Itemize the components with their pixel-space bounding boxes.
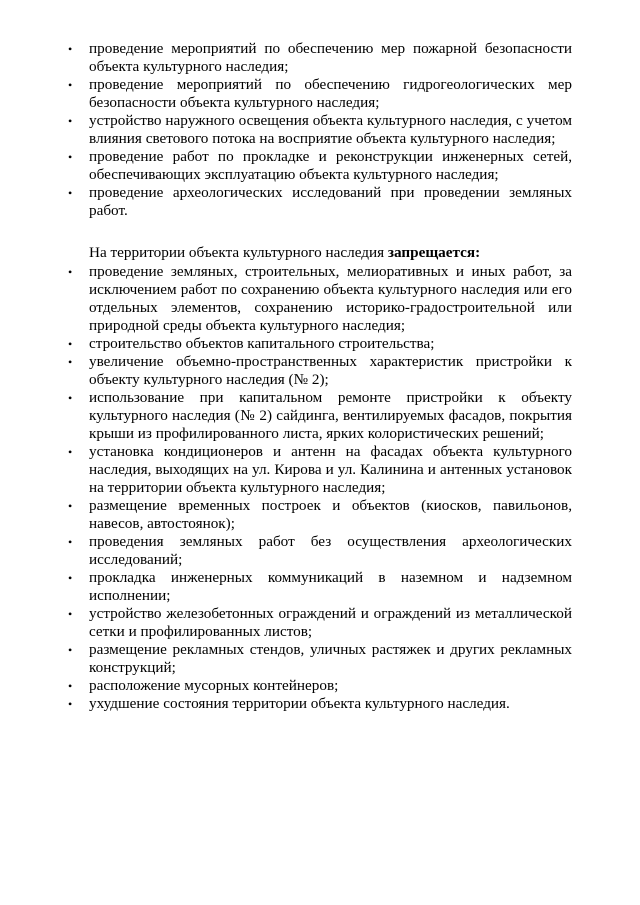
- allowed-works-list: [68, 40, 572, 220]
- prohibited-intro-colon: :: [475, 244, 481, 261]
- prohibited-intro-emphasis: запрещается: [387, 244, 476, 261]
- bullet-icon: •: [68, 535, 73, 549]
- list-item: [68, 497, 572, 533]
- list-item-text: увеличение объемно-пространственных характеристик пристройки к объекту культурного наследия (№ 2);: [89, 353, 572, 388]
- list-item-text: расположение мусорных контейнеров;: [89, 677, 339, 694]
- bullet-icon: •: [68, 114, 73, 128]
- bullet-icon: •: [68, 643, 73, 657]
- list-item-text: размещение временных построек и объектов (киосков, павильонов, навесов, автостоянок);: [89, 497, 572, 532]
- list-item: [68, 184, 572, 220]
- list-item-text: размещение рекламных стендов, уличных растяжек и других рекламных конструкций;: [89, 641, 572, 676]
- list-item-text: проведение работ по прокладке и реконструкции инженерных сетей, обеспечивающих эксплуатацию объекта культурного наследия;: [89, 148, 572, 183]
- prohibited-intro-text: На территории объекта культурного наследия: [89, 244, 388, 261]
- list-item-text: установка кондиционеров и антенн на фасадах объекта культурного наследия, выходящих на ул. Кирова и ул. Калинина и антенных установок на территории объекта культурного наследия;: [89, 443, 572, 496]
- bullet-icon: •: [68, 150, 73, 164]
- list-item: [68, 677, 572, 695]
- list-item: [68, 695, 572, 713]
- list-item-text: проведение археологических исследований при проведении земляных работ.: [89, 184, 572, 219]
- list-item-text: ухудшение состояния территории объекта культурного наследия.: [89, 695, 510, 712]
- list-item: [68, 112, 572, 148]
- bullet-icon: •: [68, 337, 73, 351]
- bullet-icon: •: [68, 445, 73, 459]
- prohibited-works-list: [68, 263, 572, 713]
- paragraph-spacer: [89, 220, 572, 244]
- list-item-text: использование при капитальном ремонте пристройки к объекту культурного наследия (№ 2) сайдинга, вентилируемых фасадов, покрытия крыши из профилированного листа, ярких колористических решений;: [89, 389, 572, 442]
- bullet-icon: •: [68, 355, 73, 369]
- list-item: [68, 569, 572, 605]
- bullet-icon: •: [68, 571, 73, 585]
- list-item: [68, 605, 572, 641]
- list-item-text: строительство объектов капитального строительства;: [89, 335, 435, 352]
- list-item: [68, 148, 572, 184]
- bullet-icon: •: [68, 697, 73, 711]
- list-item: [68, 641, 572, 677]
- list-item-text: проведения земляных работ без осуществления археологических исследований;: [89, 533, 572, 568]
- list-item: [68, 353, 572, 389]
- list-item-text: прокладка инженерных коммуникаций в наземном и надземном исполнении;: [89, 569, 572, 604]
- bullet-icon: •: [68, 78, 73, 92]
- prohibited-intro: [89, 244, 572, 262]
- list-item-text: проведение мероприятий по обеспечению гидрогеологических мер безопасности объекта культурного наследия;: [89, 76, 572, 111]
- list-item: [68, 533, 572, 569]
- bullet-icon: •: [68, 186, 73, 200]
- list-item-text: устройство железобетонных ограждений и ограждений из металлической сетки и профилированных листов;: [89, 605, 572, 640]
- list-item-text: проведение мероприятий по обеспечению мер пожарной безопасности объекта культурного наследия;: [89, 40, 572, 75]
- bullet-icon: •: [68, 42, 73, 56]
- list-item: [68, 335, 572, 353]
- bullet-icon: •: [68, 499, 73, 513]
- bullet-icon: •: [68, 265, 73, 279]
- list-item: [68, 40, 572, 76]
- list-item-text: проведение земляных, строительных, мелиоративных и иных работ, за исключением работ по сохранению объекта культурного наследия или его отдельных элементов, сохранению историко-градостроительной или природной среды объекта культурного наследия;: [89, 263, 572, 334]
- bullet-icon: •: [68, 607, 73, 621]
- bullet-icon: •: [68, 391, 73, 405]
- list-item: [68, 443, 572, 497]
- bullet-icon: •: [68, 679, 73, 693]
- list-item: [68, 263, 572, 335]
- list-item: [68, 389, 572, 443]
- list-item: [68, 76, 572, 112]
- list-item-text: устройство наружного освещения объекта культурного наследия, с учетом влияния светового потока на восприятие объекта культурного наследия;: [89, 112, 572, 147]
